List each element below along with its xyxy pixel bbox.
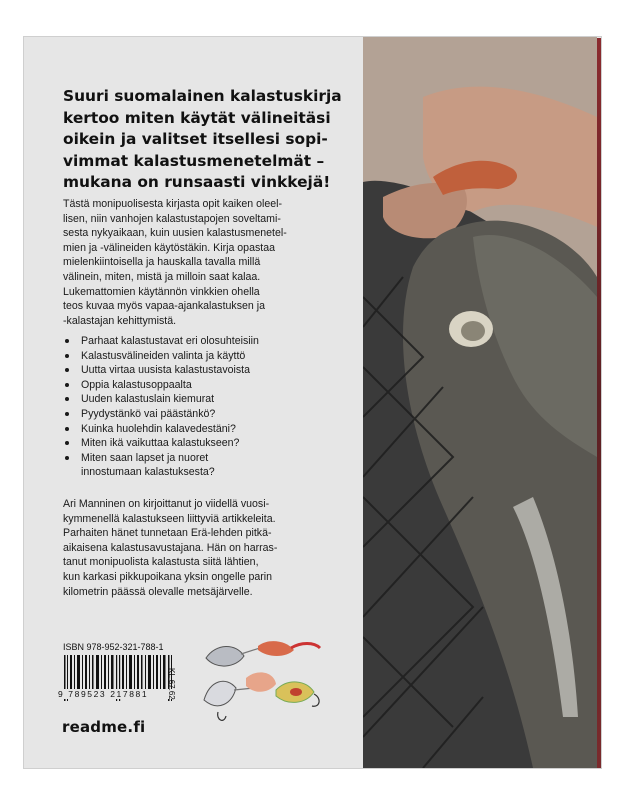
bullet-item bbox=[63, 422, 353, 437]
bullet-dot-icon bbox=[65, 383, 69, 387]
bullet-dot-icon bbox=[65, 354, 69, 358]
bullet-text: Pyydystänkö vai päästänkö? bbox=[81, 407, 216, 420]
bullet-dot-icon bbox=[65, 427, 69, 431]
author-line: Ari Manninen on kirjoittanut jo viidellä vuosi- bbox=[63, 498, 270, 510]
bullet-item bbox=[63, 436, 353, 451]
bullet-text: innostumaan kalastuksesta? bbox=[81, 466, 215, 479]
bullet-dot-icon bbox=[65, 339, 69, 343]
bullet-item bbox=[63, 334, 353, 349]
headline-line: kertoo miten käytät välineitäsi bbox=[63, 108, 331, 127]
intro-line: mielenkiintoisella ja hauskalla tavalla millä bbox=[63, 256, 261, 269]
bullet-text: Miten ikä vaikuttaa kalastukseen? bbox=[81, 437, 240, 450]
headline-line: Suuri suomalainen kalastuskirja bbox=[63, 87, 342, 105]
publisher-logo: readme.fi bbox=[62, 718, 146, 736]
cover-photo-fish bbox=[363, 37, 597, 768]
bullet-dot-icon bbox=[65, 397, 69, 401]
intro-line: Lukemattomien käytännön vinkkien ohella bbox=[63, 285, 260, 298]
intro-line: mien ja -välineiden käytöstäkin. Kirja opastaa bbox=[63, 241, 275, 254]
intro-line: sesta nykyaikaan, kuin uusien kalastusmenetel- bbox=[63, 227, 287, 240]
headline-line: mukana on runsaasti vinkkejä! bbox=[63, 173, 331, 191]
author-line: tanut monipuolista kalastusta siitä lähtien, bbox=[63, 556, 259, 569]
barcode-digits: 9 789523 217881 bbox=[56, 689, 190, 699]
author-line: aikaisena kalastusavustajana. Hän on harras- bbox=[63, 541, 278, 554]
bullet-dot-icon bbox=[65, 441, 69, 445]
bullet-text: Oppia kalastusoppaalta bbox=[81, 378, 192, 391]
bullet-dot-icon bbox=[65, 456, 69, 460]
intro-line: Tästä monipuolisesta kirjasta opit kaiken oleel- bbox=[63, 198, 283, 210]
bullet-text: Uutta virtaa uusista kalastustavoista bbox=[81, 364, 250, 377]
intro-line: välinein, miten, mistä ja milloin saat kalaa. bbox=[63, 270, 261, 283]
bullet-item bbox=[63, 407, 353, 422]
author-line: kymmenellä kalastukseen liittyviä artikkeleita. bbox=[63, 512, 276, 525]
bullet-dot-icon bbox=[65, 412, 69, 416]
bullet-item bbox=[63, 451, 353, 466]
isbn-label: ISBN 978-952-321-788-1 bbox=[63, 642, 164, 652]
bullet-item bbox=[63, 349, 353, 364]
bullet-item bbox=[63, 392, 353, 407]
bullet-list bbox=[63, 334, 353, 480]
bullet-item bbox=[63, 363, 353, 378]
bullet-dot-icon bbox=[65, 368, 69, 372]
classification-code: KL 67.62 bbox=[167, 668, 176, 700]
author-line: Parhaiten hänet tunnetaan Erä-lehden pitkä- bbox=[63, 527, 272, 540]
author-bio bbox=[63, 497, 353, 599]
intro-line: lisen, niin vanhojen kalastustapojen soveltami- bbox=[63, 212, 281, 225]
bullet-text: Uuden kalastuslain kiemurat bbox=[81, 393, 215, 406]
bullet-text: Parhaat kalastustavat eri olosuhteisiin bbox=[81, 335, 259, 347]
headline-line: vimmat kalastusmenetelmät – bbox=[63, 151, 325, 170]
fish-photo-illustration bbox=[363, 37, 597, 768]
red-spine-edge bbox=[597, 38, 601, 768]
bullet-text: Kuinka huolehdin kalavedestäni? bbox=[81, 422, 236, 435]
intro-paragraph bbox=[63, 197, 353, 328]
bullet-text: Kalastusvälineiden valinta ja käyttö bbox=[81, 349, 246, 362]
bullet-text: Miten saan lapset ja nuoret bbox=[81, 451, 209, 464]
bullet-item-continuation bbox=[63, 465, 353, 480]
headline bbox=[63, 86, 353, 194]
headline-line: oikein ja valitset itsellesi sopi- bbox=[63, 130, 328, 148]
author-line: kilometrin päässä olevalle metsäjärvelle. bbox=[63, 585, 253, 598]
intro-line: teos kuvaa myös vapaa-ajankalastuksen ja bbox=[63, 300, 265, 313]
bullet-item bbox=[63, 378, 353, 393]
intro-line: -kalastajan kehittymistä. bbox=[63, 314, 177, 327]
fishing-lures-icon bbox=[196, 628, 346, 728]
author-line: kun karkasi pikkupoikana yksin ongelle parin bbox=[63, 570, 273, 583]
